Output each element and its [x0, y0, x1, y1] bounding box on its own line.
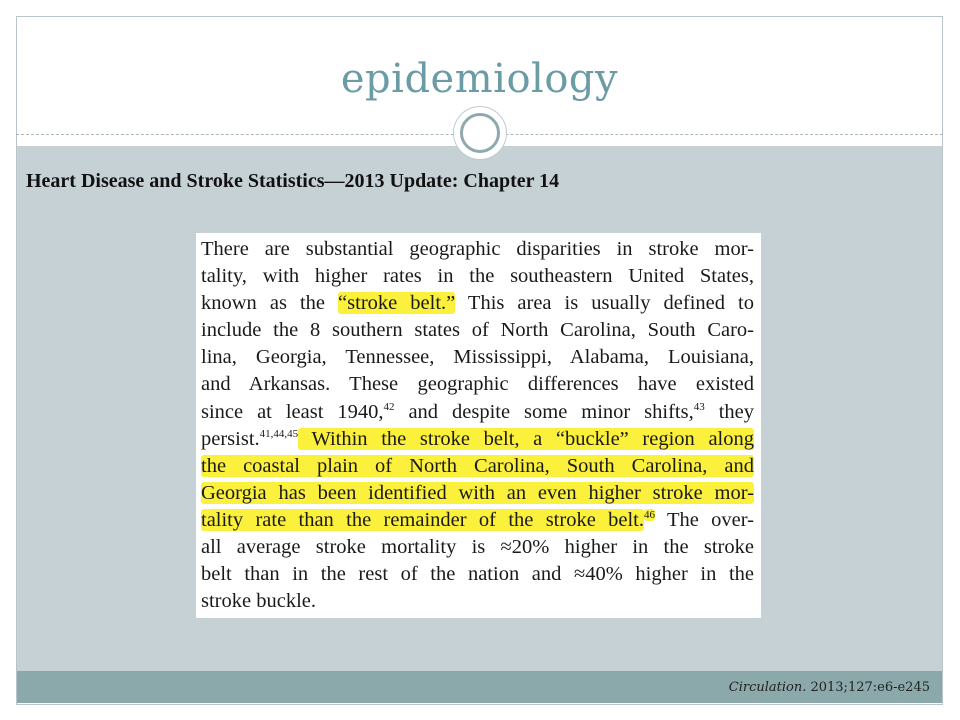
excerpt-text: lina, Georgia, Tennessee, Mississippi, Alabama, Louisiana, [201, 346, 754, 369]
highlighted-text: Georgia has been identified with an even higher stroke mor- [201, 481, 754, 504]
excerpt-line [201, 290, 754, 317]
excerpt-line [201, 507, 754, 534]
excerpt-line [201, 480, 754, 507]
excerpt-line [201, 371, 754, 398]
highlighted-text: tality rate than the remainder of the stroke belt. [201, 508, 644, 531]
circle-ornament-ring [460, 113, 500, 153]
excerpt-line [201, 561, 754, 588]
excerpt-text: since at least 1940, [201, 400, 384, 423]
citation [729, 680, 930, 695]
excerpt-text: they [704, 400, 754, 423]
excerpt-text: and despite some minor shifts, [394, 400, 694, 423]
circle-ornament [453, 106, 507, 160]
excerpt-text: belt than in the rest of the nation and ≈40% higher in the [201, 563, 754, 586]
excerpt-line [201, 588, 754, 615]
excerpt-text: This area is usually defined to [455, 292, 754, 315]
excerpt-line [201, 534, 754, 561]
reference-superscript: 43 [693, 400, 705, 413]
excerpt-text: tality, with higher rates in the southeastern United States, [201, 265, 754, 288]
slide-title: epidemiology [340, 56, 619, 102]
excerpt-text: include the 8 southern states of North Carolina, South Caro- [201, 319, 754, 342]
highlighted-text: “stroke belt.” [338, 292, 456, 315]
excerpt-text: known as the [201, 292, 339, 315]
excerpt-line [201, 426, 754, 453]
excerpt-text: all average stroke mortality is ≈20% higher in the stroke [201, 536, 754, 559]
slide-subtitle: Heart Disease and Stroke Statistics—2013 Update: Chapter 14 [26, 170, 560, 192]
excerpt-line [201, 236, 754, 263]
excerpt-line [201, 344, 754, 371]
highlighted-text: Within the stroke belt, a “buckle” region along [298, 427, 754, 450]
highlighted-text: the coastal plain of North Carolina, South Carolina, and [201, 454, 754, 477]
excerpt-text: The over- [655, 508, 754, 531]
excerpt-text: persist. [201, 427, 260, 450]
reference-superscript: 46 [644, 508, 655, 521]
excerpt-text: There are substantial geographic disparities in stroke mor- [201, 238, 754, 260]
excerpt-line [201, 399, 754, 426]
citation-journal: Circulation. [728, 680, 807, 695]
excerpt-image [196, 233, 761, 618]
excerpt-text: and Arkansas. These geographic differences have existed [201, 373, 754, 396]
excerpt-text: stroke buckle. [201, 590, 316, 613]
excerpt-line [201, 317, 754, 344]
excerpt-line [201, 453, 754, 480]
reference-superscript: 41,44,45 [259, 427, 299, 440]
reference-superscript: 42 [383, 400, 395, 413]
citation-reference: 2013;127:e6-e245 [806, 680, 930, 695]
excerpt-line [201, 263, 754, 290]
